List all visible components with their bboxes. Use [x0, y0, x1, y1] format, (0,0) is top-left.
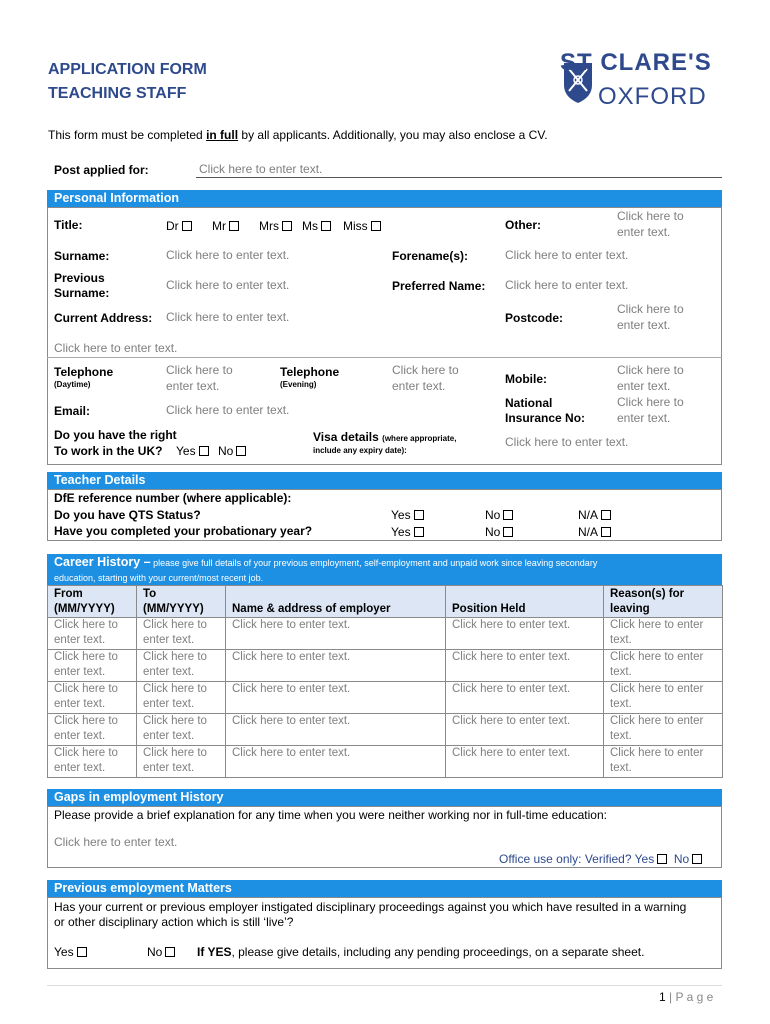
to-cell[interactable]: Click here to enter text.	[137, 746, 226, 778]
right-to-work-no-checkbox[interactable]: No	[218, 444, 246, 458]
postcode-label: Postcode:	[505, 311, 564, 325]
to-cell[interactable]: Click here to enter text.	[137, 682, 226, 714]
employer-cell[interactable]: Click here to enter text.	[226, 618, 446, 650]
form-title-line2: TEACHING STAFF	[48, 85, 187, 102]
probation-label: Have you completed your probationary year?	[54, 524, 313, 538]
position-cell[interactable]: Click here to enter text.	[446, 650, 604, 682]
previous-matters-text-1: Has your current or previous employer instigated disciplinary proceedings against you which have resulted in a warning	[54, 900, 687, 914]
tel-day-input-a[interactable]: Click here to	[166, 363, 233, 377]
preferred-name-label: Preferred Name:	[392, 279, 486, 293]
table-row	[48, 618, 723, 650]
table-row	[48, 650, 723, 682]
employer-cell[interactable]: Click here to enter text.	[226, 650, 446, 682]
prev-surname-input[interactable]: Click here to enter text.	[166, 278, 290, 292]
ni-input-a[interactable]: Click here to	[617, 395, 684, 409]
divider	[47, 357, 722, 358]
career-history-heading: Career History – please give full details of your previous employment, self-employment and unpaid work since leaving secondary education, starting with your current/most recent job.	[47, 554, 722, 585]
email-label: Email:	[54, 404, 91, 418]
personal-info-heading: Personal Information	[47, 190, 722, 207]
title-miss-checkbox[interactable]: Miss	[343, 219, 381, 233]
other-label: Other:	[505, 218, 541, 232]
visa-label: Visa details (where appropriate,	[313, 430, 457, 444]
tel-eve-sub: (Evening)	[280, 380, 317, 389]
to-cell[interactable]: Click here to enter text.	[137, 650, 226, 682]
right-to-work-label-1: Do you have the right	[54, 428, 177, 442]
st-clares-logo	[560, 45, 725, 115]
forename-label: Forename(s):	[392, 249, 469, 263]
right-to-work-label-2: To work in the UK?	[54, 444, 163, 458]
title-mrs-checkbox[interactable]: Mrs	[259, 219, 292, 233]
visa-input[interactable]: Click here to enter text.	[505, 435, 629, 449]
employer-cell[interactable]: Click here to enter text.	[226, 746, 446, 778]
from-cell[interactable]: Click here to enter text.	[48, 746, 137, 778]
col-employer: Name & address of employer	[226, 586, 446, 618]
gaps-text: Please provide a brief explanation for any time when you were neither working nor in full-time education:	[54, 808, 607, 822]
tel-eve-input-b[interactable]: enter text.	[392, 379, 446, 393]
personal-info-box	[47, 207, 722, 465]
other-input-a[interactable]: Click here to	[617, 209, 684, 223]
prev-surname-label-2: Surname:	[54, 286, 110, 300]
address-input[interactable]: Click here to enter text.	[166, 310, 290, 324]
address-label: Current Address:	[54, 311, 153, 325]
qts-na-checkbox[interactable]: N/A	[578, 508, 611, 522]
tel-day-input-b[interactable]: enter text.	[166, 379, 220, 393]
probation-na-checkbox[interactable]: N/A	[578, 525, 611, 539]
visa-note-2: include any expiry date):	[313, 446, 407, 455]
position-cell[interactable]: Click here to enter text.	[446, 714, 604, 746]
position-cell[interactable]: Click here to enter text.	[446, 618, 604, 650]
to-cell[interactable]: Click here to enter text.	[137, 714, 226, 746]
previous-no-checkbox[interactable]: No	[147, 945, 175, 959]
previous-matters-heading: Previous employment Matters	[47, 880, 722, 897]
form-title-line1: APPLICATION FORM	[48, 61, 207, 78]
table-row	[48, 746, 723, 778]
logo-line2: OXFORD	[598, 83, 707, 110]
reason-cell[interactable]: Click here to enter text.	[604, 714, 723, 746]
col-from: From (MM/YYYY)	[48, 586, 137, 618]
email-input[interactable]: Click here to enter text.	[166, 403, 290, 417]
postcode-input-a[interactable]: Click here to	[617, 302, 684, 316]
position-cell[interactable]: Click here to enter text.	[446, 682, 604, 714]
surname-input[interactable]: Click here to enter text.	[166, 248, 290, 262]
address-line2-input[interactable]: Click here to enter text.	[54, 341, 178, 355]
gaps-heading: Gaps in employment History	[47, 789, 722, 806]
table-row	[48, 714, 723, 746]
position-cell[interactable]: Click here to enter text.	[446, 746, 604, 778]
preferred-name-input[interactable]: Click here to enter text.	[505, 278, 629, 292]
from-cell[interactable]: Click here to enter text.	[48, 682, 137, 714]
gaps-input[interactable]: Click here to enter text.	[54, 835, 178, 849]
post-input[interactable]: Click here to enter text.	[199, 162, 323, 176]
reason-cell[interactable]: Click here to enter text.	[604, 682, 723, 714]
tel-eve-input-a[interactable]: Click here to	[392, 363, 459, 377]
if-yes-instructions: If YES, please give details, including any pending proceedings, on a separate sheet.	[197, 945, 645, 959]
teacher-details-heading: Teacher Details	[47, 472, 722, 489]
qts-yes-checkbox[interactable]: Yes	[391, 508, 424, 522]
reason-cell[interactable]: Click here to enter text.	[604, 650, 723, 682]
previous-matters-text-2: or other disciplinary action which is still ‘live’?	[54, 915, 294, 929]
from-cell[interactable]: Click here to enter text.	[48, 618, 137, 650]
surname-label: Surname:	[54, 249, 110, 263]
intro-text: This form must be completed in full by all applicants. Additionally, you may also enclose a CV.	[48, 128, 548, 142]
previous-yes-checkbox[interactable]: Yes	[54, 945, 87, 959]
title-dr-checkbox[interactable]: Dr	[166, 219, 192, 233]
table-row	[48, 682, 723, 714]
right-to-work-yes-checkbox[interactable]: Yes	[176, 444, 209, 458]
ni-label-2: Insurance No:	[505, 411, 586, 425]
title-mr-checkbox[interactable]: Mr	[212, 219, 239, 233]
post-label: Post applied for:	[54, 163, 149, 177]
probation-yes-checkbox[interactable]: Yes	[391, 525, 424, 539]
divider	[196, 177, 722, 178]
reason-cell[interactable]: Click here to enter text.	[604, 618, 723, 650]
col-position: Position Held	[446, 586, 604, 618]
table-header-row	[48, 586, 723, 618]
to-cell[interactable]: Click here to enter text.	[137, 618, 226, 650]
col-reason: Reason(s) for leaving	[604, 586, 723, 618]
mobile-label: Mobile:	[505, 372, 547, 386]
page-number: 1 | P a g e	[659, 990, 714, 1004]
footer-divider	[47, 985, 722, 986]
probation-no-checkbox[interactable]: No	[485, 525, 513, 539]
employer-cell[interactable]: Click here to enter text.	[226, 682, 446, 714]
employer-cell[interactable]: Click here to enter text.	[226, 714, 446, 746]
reason-cell[interactable]: Click here to enter text.	[604, 746, 723, 778]
from-cell[interactable]: Click here to enter text.	[48, 650, 137, 682]
mobile-input-b[interactable]: enter text.	[617, 379, 671, 393]
ni-label-1: National	[505, 396, 553, 410]
other-input-b[interactable]: enter text.	[617, 225, 671, 239]
title-label: Title:	[54, 218, 83, 232]
prev-surname-label-1: Previous	[54, 271, 105, 285]
ni-input-b[interactable]: enter text.	[617, 411, 671, 425]
mobile-input-a[interactable]: Click here to	[617, 363, 684, 377]
forename-input[interactable]: Click here to enter text.	[505, 248, 629, 262]
col-to: To (MM/YYYY)	[137, 586, 226, 618]
tel-day-sub: (Daytime)	[54, 380, 91, 389]
office-use-verified: Office use only: Verified? Yes No	[499, 852, 702, 866]
qts-label: Do you have QTS Status?	[54, 508, 201, 522]
tel-eve-label: Telephone	[280, 365, 340, 379]
tel-day-label: Telephone	[54, 365, 114, 379]
from-cell[interactable]: Click here to enter text.	[48, 714, 137, 746]
postcode-input-b[interactable]: enter text.	[617, 318, 671, 332]
qts-no-checkbox[interactable]: No	[485, 508, 513, 522]
career-history-table	[47, 585, 723, 778]
logo-line1: ST CLARE'S	[560, 49, 712, 76]
title-ms-checkbox[interactable]: Ms	[302, 219, 331, 233]
dfe-label: DfE reference number (where applicable):	[54, 491, 292, 505]
